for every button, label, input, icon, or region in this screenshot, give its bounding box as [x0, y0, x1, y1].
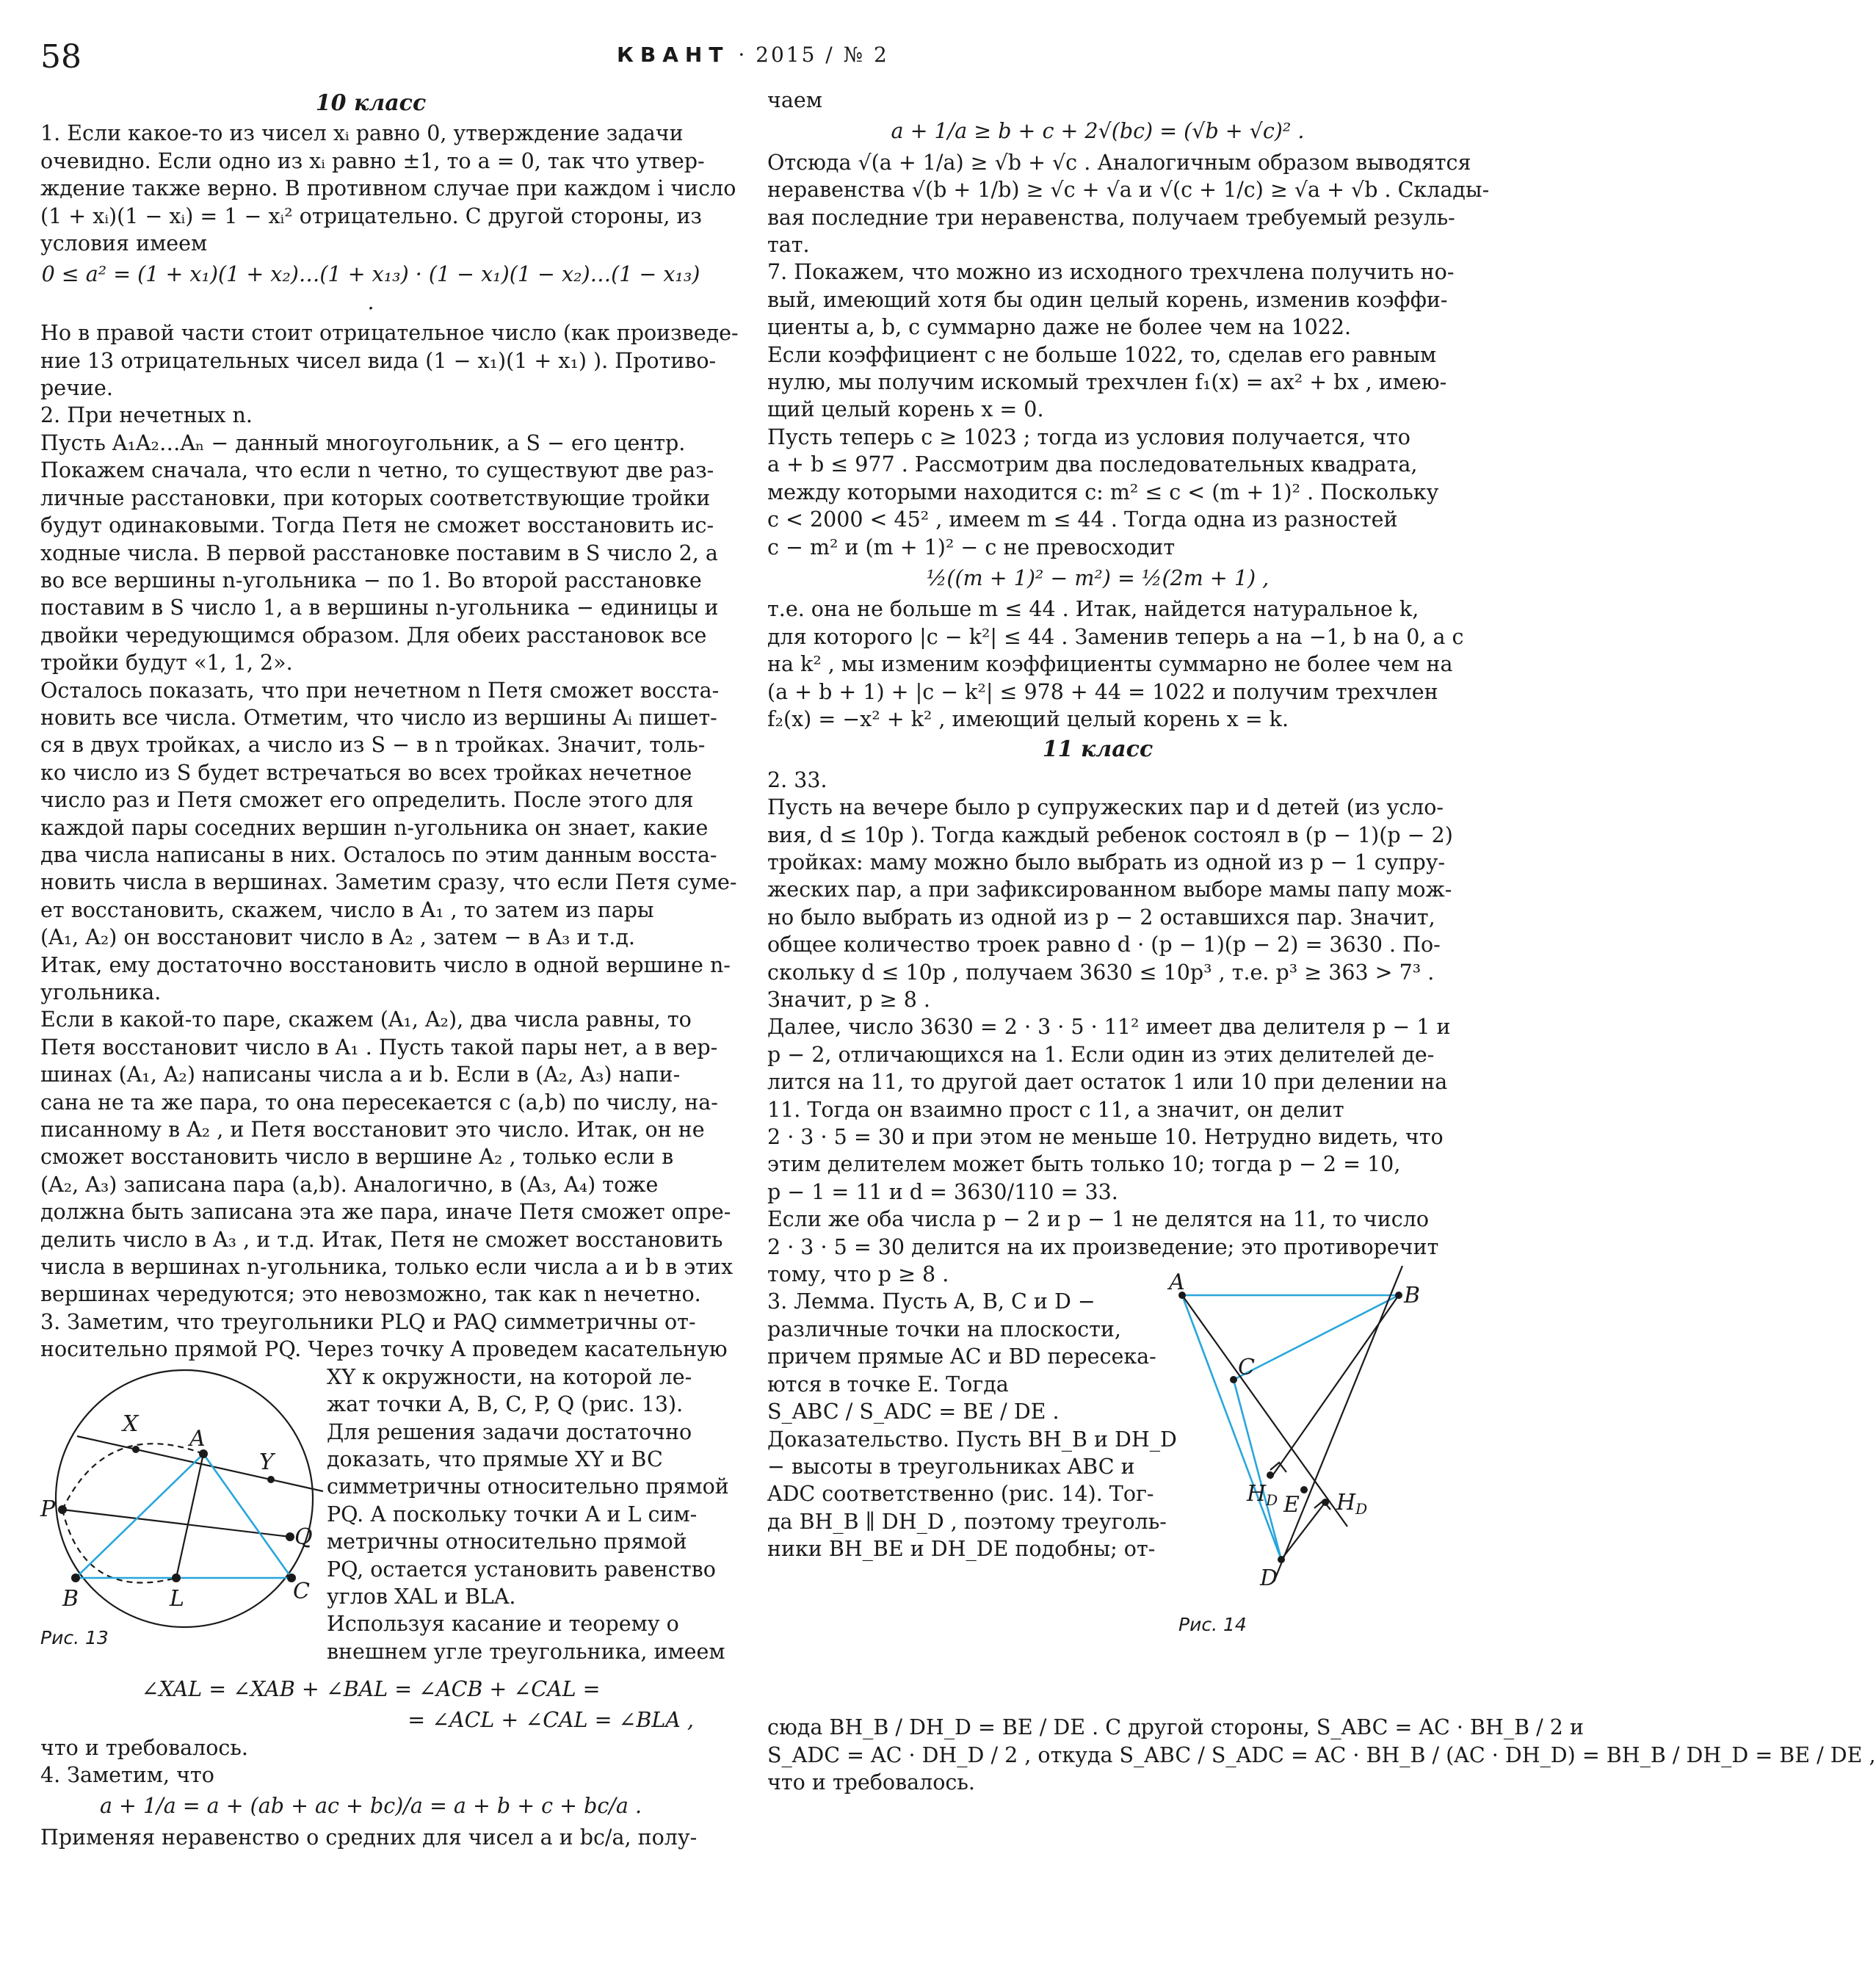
- text-line: (1 + xᵢ)(1 − xᵢ) = 1 − xᵢ² отрицательно. С другой стороны, из: [40, 203, 702, 228]
- text-line: − высоты в треугольниках ABC и: [767, 1454, 1135, 1479]
- text-line: p − 1 = 11 и d = 3630/110 = 33.: [767, 1179, 1118, 1204]
- text-line: делить число в A₃ , и т.д. Итак, Петя не сможет восстановить: [40, 1227, 723, 1252]
- text-line: 11. Тогда он взаимно прост с 11, а значит, он делит: [767, 1097, 1344, 1122]
- left-tail-text: [40, 1672, 701, 1851]
- text-line: вый, имеющий хотя бы один целый корень, изменив коэффи-: [767, 287, 1448, 312]
- fig14-point-e: [1300, 1486, 1308, 1493]
- figure13-block: [40, 1364, 729, 1672]
- fig14-point-d: [1278, 1556, 1285, 1563]
- fig13-label-c: C: [293, 1578, 310, 1604]
- text-line: тройках: маму можно было выбрать из одной из p − 1 супру-: [767, 850, 1446, 874]
- text-line: Если в какой-то паре, скажем (A₁, A₂), два числа равны, то: [40, 1007, 692, 1032]
- text-line: Пусть теперь c ≥ 1023 ; тогда из условия получается, что: [767, 424, 1410, 449]
- text-line: ники BH_BE и DH_DE подобны; от-: [767, 1537, 1156, 1562]
- text-line: Пусть на вечере было p супружеских пар и d детей (из усло-: [767, 795, 1444, 820]
- fig13-label-b: B: [62, 1585, 79, 1612]
- text-line: 2 · 3 · 5 = 30 делится на их произведение; это противоречит: [767, 1234, 1439, 1259]
- text-line: Если коэффициент c не больше 1022, то, сделав его равным: [767, 342, 1437, 367]
- text-line: ет восстановить, скажем, число в A₁ , то затем из пары: [40, 897, 654, 922]
- fig13-circle: [56, 1370, 313, 1627]
- formula-line: ∠XAL = ∠XAB + ∠BAL = ∠ACB + ∠CAL =: [141, 1676, 601, 1701]
- text-line: Пусть A₁A₂…Aₙ − данный многоугольник, а S − его центр.: [40, 430, 686, 455]
- text-line: ADC соответственно (рис. 14). Тог-: [767, 1482, 1154, 1507]
- text-line: метричны относительно прямой: [327, 1529, 687, 1554]
- fig14-point-b: [1395, 1292, 1402, 1299]
- text-line: носительно прямой PQ. Через точку A проведем касательную: [40, 1337, 728, 1362]
- fig13-point-y: [267, 1476, 275, 1483]
- text-line: Итак, ему достаточно восстановить число в одной вершине n-: [40, 952, 731, 977]
- text-line: шинах (A₁, A₂) написаны числа a и b. Если в (A₂, A₃) напи-: [40, 1062, 681, 1087]
- text-line: (A₂, A₃) записана пара (a,b). Аналогично, в (A₃, A₄) тоже: [40, 1172, 659, 1197]
- text-line: 2. 33.: [767, 767, 827, 792]
- text-line: Для решения задачи достаточно: [327, 1419, 692, 1444]
- fig14-point-hd: [1322, 1499, 1329, 1506]
- text-line: числа в вершинах n-угольника, только если числа a и b в этих: [40, 1255, 734, 1280]
- text-line: поставим в S число 1, а в вершины n-угольника − единицы и: [40, 595, 719, 620]
- right-main-text: [767, 87, 1490, 1288]
- text-line: 2 · 3 · 5 = 30 и при этом не меньше 10. Нетрудно видеть, что: [767, 1125, 1444, 1150]
- right-column: [767, 87, 1876, 1797]
- text-line: личные расстановки, при которых соответствующие тройки: [40, 485, 711, 510]
- fig14-label-a: A: [1169, 1270, 1185, 1296]
- text-line: Используя касание и теорему о: [327, 1612, 679, 1637]
- fig14-line-da: [1182, 1295, 1281, 1560]
- text-line: 2. При нечетных n.: [40, 403, 253, 428]
- text-line: очевидно. Если одно из xᵢ равно ±1, то a = 0, так что утвер-: [40, 148, 705, 173]
- text-line: сможет восстановить число в вершине A₂ , только если в: [40, 1145, 674, 1170]
- fig14-line-bhb: [1270, 1295, 1399, 1479]
- fig13-point-x: [132, 1446, 140, 1453]
- fig14-line-cd: [1234, 1380, 1281, 1560]
- text-line: c − m² и (m + 1)² − c не превосходит: [767, 535, 1176, 560]
- text-line: 1. Если какое-то из чисел xᵢ равно 0, утверждение задачи: [40, 121, 684, 146]
- text-line: чаем: [767, 88, 822, 112]
- text-line: 3. Заметим, что треугольники PLQ и PAQ симметричны от-: [40, 1309, 696, 1334]
- text-line: вия, d ≤ 10p ). Тогда каждый ребенок состоял в (p − 1)(p − 2): [767, 822, 1453, 847]
- text-line: сана не та же пара, то она пересекается с (a,b) по числу, на-: [40, 1090, 718, 1115]
- text-line: ся в двух тройках, а число из S − в n тройках. Значит, толь-: [40, 733, 706, 758]
- formula-line: ½((m + 1)² − m²) = ½(2m + 1) ,: [926, 565, 1270, 590]
- fig13-label-p: P: [40, 1496, 56, 1522]
- fig14-line-bd: [1274, 1266, 1402, 1582]
- text-line: 4. Заметим, что: [40, 1762, 214, 1787]
- text-line: этим делителем может быть только 10; тогда p − 2 = 10,: [767, 1152, 1401, 1177]
- formula-line: 0 ≤ a² = (1 + x₁)(1 + x₂)…(1 + x₁₃) · (1 − x₁)(1 − x₂)…(1 − x₁₃) .: [41, 262, 700, 314]
- text-line: Петя восстановит число в A₁ . Пусть такой пары нет, а в вер-: [40, 1035, 718, 1060]
- fig13-label-y: Y: [259, 1449, 274, 1475]
- fig14-label-d: D: [1260, 1565, 1278, 1592]
- text-line: a + b ≤ 977 . Рассмотрим два последовательных квадрата,: [767, 452, 1418, 477]
- fig14-label-e: E: [1283, 1492, 1300, 1518]
- left-wrap-text: [327, 1364, 729, 1665]
- text-line: углов XAL и BLA.: [327, 1584, 516, 1609]
- text-line: да BH_B ∥ DH_D , поэтому треуголь-: [767, 1509, 1167, 1534]
- fig13-dashed-arc: [62, 1444, 203, 1510]
- text-line: 3. Лемма. Пусть A, B, C и D −: [767, 1289, 1095, 1314]
- text-line: новить все числа. Отметим, что число из вершины Aᵢ пишет-: [40, 705, 717, 730]
- text-line: доказать, что прямые XY и BC: [327, 1446, 663, 1471]
- left-column: [40, 87, 739, 1851]
- text-line: PQ. А поскольку точки A и L сим-: [327, 1502, 698, 1527]
- text-line: Применяя неравенство о средних для чисел a и bc/a, полу-: [40, 1825, 698, 1850]
- fig13-point-b: [71, 1574, 80, 1582]
- page-header: [0, 0, 1468, 76]
- text-line: угольника.: [40, 980, 162, 1004]
- text-line: каждой пары соседних вершин n-угольника он знает, какие: [40, 815, 709, 840]
- text-line: щий целый корень x = 0.: [767, 397, 1044, 422]
- text-line: на k² , мы изменим коэффициенты суммарно не более чем на: [767, 652, 1453, 677]
- text-line: S_ADC = AC · DH_D / 2 , откуда S_ABC / S_ADC = AC · BH_B / (AC · DH_D) = BH_B / DH_D = BE / DE ,: [767, 1742, 1876, 1767]
- fig13-label-q: Q: [294, 1524, 313, 1550]
- text-line: Значит, p ≥ 8 .: [767, 988, 930, 1012]
- text-line: что и требовалось.: [767, 1770, 975, 1795]
- text-line: S_ABC / S_ADC = BE / DE .: [767, 1399, 1060, 1424]
- text-line: тат.: [767, 233, 810, 258]
- text-line: различные точки на плоскости,: [767, 1317, 1121, 1341]
- text-line: симметричны относительно прямой: [327, 1474, 729, 1499]
- formula-line: a + 1/a = a + (ab + ac + bc)/a = a + b + c + bc/a .: [99, 1794, 642, 1819]
- journal-name: КВАНТ: [617, 43, 730, 67]
- text-line: внешнем угле треугольника, имеем: [327, 1639, 725, 1664]
- text-line: ждение также верно. В противном случае при каждом i число: [40, 176, 736, 201]
- text-line: будут одинаковыми. Тогда Петя не сможет восстановить ис-: [40, 513, 714, 538]
- formula-line: = ∠ACL + ∠CAL = ∠BLA ,: [408, 1708, 694, 1733]
- fig13-label-x: X: [123, 1410, 139, 1437]
- text-line: 7. Покажем, что можно из исходного трехчлена получить но-: [767, 260, 1455, 285]
- right-tail-text: [767, 1714, 1876, 1796]
- fig14-label-b: B: [1404, 1283, 1421, 1309]
- text-line: но было выбрать из одной из p − 2 оставшихся пар. Значит,: [767, 905, 1435, 930]
- text-line: скольку d ≤ 10p , получаем 3630 ≤ 10p³ , т.е. p³ ≥ 363 > 7³ .: [767, 960, 1435, 985]
- fig14-label-hd: $H_D$: [1336, 1490, 1368, 1518]
- text-line: жат точки A, B, C, P, Q (рис. 13).: [327, 1392, 684, 1417]
- text-line: нулю, мы получим искомый трехчлен f₁(x) = ax² + bx , имею-: [767, 370, 1447, 395]
- text-line: лится на 11, то другой дает остаток 1 или 10 при делении на: [767, 1070, 1448, 1095]
- text-line: Отсюда √(a + 1/a) ≥ √b + √c . Аналогичным образом выводятся: [767, 150, 1471, 175]
- fig13-point-p: [58, 1505, 67, 1514]
- text-line: ко число из S будет встречаться во всех тройках нечетное: [40, 760, 692, 785]
- fig13-label-l: L: [170, 1585, 184, 1612]
- fig14-label-c: C: [1238, 1355, 1255, 1381]
- text-line: Если же оба числа p − 2 и p − 1 не делятся на 11, то число: [767, 1207, 1429, 1232]
- text-line: жеских пар, а при зафиксированном выборе мамы папу мож-: [767, 877, 1452, 902]
- text-line: новить числа в вершинах. Заметим сразу, что если Петя суме-: [40, 870, 737, 895]
- text-line: два числа написаны в них. Осталось по этим данным восста-: [40, 842, 717, 867]
- fig13-point-l: [172, 1574, 181, 1582]
- text-line: циенты a, b, c суммарно даже не более чем на 1022.: [767, 315, 1352, 340]
- text-line: Покажем сначала, что если n четно, то существуют две раз-: [40, 458, 714, 483]
- text-line: XY к окружности, на которой ле-: [327, 1364, 692, 1389]
- text-line: (A₁, A₂) он восстановит число в A₂ , затем − в A₃ и т.д.: [40, 925, 635, 950]
- fig13-label-a: A: [189, 1425, 206, 1452]
- page-number: 58: [40, 38, 82, 76]
- left-main-text: [40, 87, 739, 1364]
- text-line: тому, что p ≥ 8 .: [767, 1262, 949, 1287]
- fig14-label-hb: $H_D$: [1247, 1481, 1278, 1510]
- figure-14-caption: Рис. 14: [1178, 1614, 1247, 1636]
- text-line: речие.: [40, 376, 113, 401]
- text-line: между которыми находится c: m² ≤ c < (m + 1)² . Поскольку: [767, 479, 1439, 504]
- fig13-line-pq: [62, 1510, 290, 1537]
- figure-13: [40, 1359, 323, 1616]
- text-line: вершинах чередуются; это невозможно, так как n нечетно.: [40, 1282, 701, 1307]
- right-wrap-text: [767, 1288, 1177, 1562]
- text-line: тройки будут «1, 1, 2».: [40, 651, 293, 676]
- text-line: ходные числа. В первой расстановке поставим в S число 2, а: [40, 540, 718, 565]
- fig14-point-hb: [1267, 1471, 1274, 1479]
- fig14-point-c: [1230, 1376, 1237, 1383]
- text-line: общее количество троек равно d · (p − 1)(p − 2) = 3630 . По-: [767, 933, 1441, 957]
- text-line: неравенства √(b + 1/b) ≥ √c + √a и √(c + 1/c) ≥ √a + √b . Склады-: [767, 178, 1490, 203]
- text-line: Доказательство. Пусть BH_B и DH_D: [767, 1427, 1177, 1452]
- text-line: для которого |c − k²| ≤ 44 . Заменив теперь a на −1, b на 0, а c: [767, 624, 1464, 649]
- text-line: Осталось показать, что при нечетном n Петя сможет восста-: [40, 678, 720, 703]
- text-line: причем прямые AC и BD пересека-: [767, 1344, 1156, 1369]
- text-line: условия имеем: [40, 231, 208, 256]
- text-line: должна быть записана эта же пара, иначе Петя сможет опре-: [40, 1200, 731, 1225]
- section-heading: 11 класс: [1042, 736, 1154, 763]
- text-line: p − 2, отличающихся на 1. Если один из этих делителей де-: [767, 1042, 1435, 1067]
- text-line: вая последние три неравенства, получаем требуемый резуль-: [767, 205, 1455, 230]
- text-line: ние 13 отрицательных чисел вида (1 − x₁)(1 + x₁) ). Противо-: [40, 348, 717, 373]
- text-line: f₂(x) = −x² + k² , имеющий целый корень x = k.: [767, 706, 1289, 731]
- text-line: Но в правой части стоит отрицательное число (как произведе-: [40, 321, 739, 346]
- text-line: что и требовалось.: [40, 1735, 248, 1760]
- text-line: PQ, остается установить равенство: [327, 1557, 716, 1582]
- fig13-point-q: [286, 1532, 294, 1541]
- text-line: ются в точке E. Тогда: [767, 1372, 1009, 1397]
- section-heading: 10 класс: [315, 90, 427, 116]
- text-line: двойки чередующимся образом. Для обеих расстановок все: [40, 623, 707, 648]
- figure-13-caption: Рис. 13: [40, 1626, 109, 1648]
- fig13-line-al: [176, 1454, 203, 1578]
- text-line: Далее, число 3630 = 2 · 3 · 5 · 11² имеет два делителя p − 1 и: [767, 1015, 1451, 1040]
- text-line: сюда BH_B / DH_D = BE / DE . С другой стороны, S_ABC = AC · BH_B / 2 и: [767, 1715, 1584, 1740]
- text-line: писанному в A₂ , и Петя восстановит это число. Итак, он не: [40, 1118, 705, 1142]
- text-line: во все вершины n-угольника − по 1. Во второй расстановке: [40, 568, 702, 593]
- journal-issue: · 2015 / № 2: [738, 43, 889, 67]
- text-line: число раз и Петя сможет его определить. После этого для: [40, 788, 694, 813]
- text-line: т.е. она не больше m ≤ 44 . Итак, найдется натуральное k,: [767, 597, 1419, 622]
- text-line: (a + b + 1) + |c − k²| ≤ 978 + 44 = 1022 и получим трехчлен: [767, 679, 1438, 704]
- text-line: c < 2000 < 45² , имеем m ≤ 44 . Тогда одна из разностей: [767, 507, 1398, 532]
- formula-line: a + 1/a ≥ b + c + 2√(bc) = (√b + √c)² .: [891, 119, 1305, 144]
- journal-title: [617, 43, 889, 67]
